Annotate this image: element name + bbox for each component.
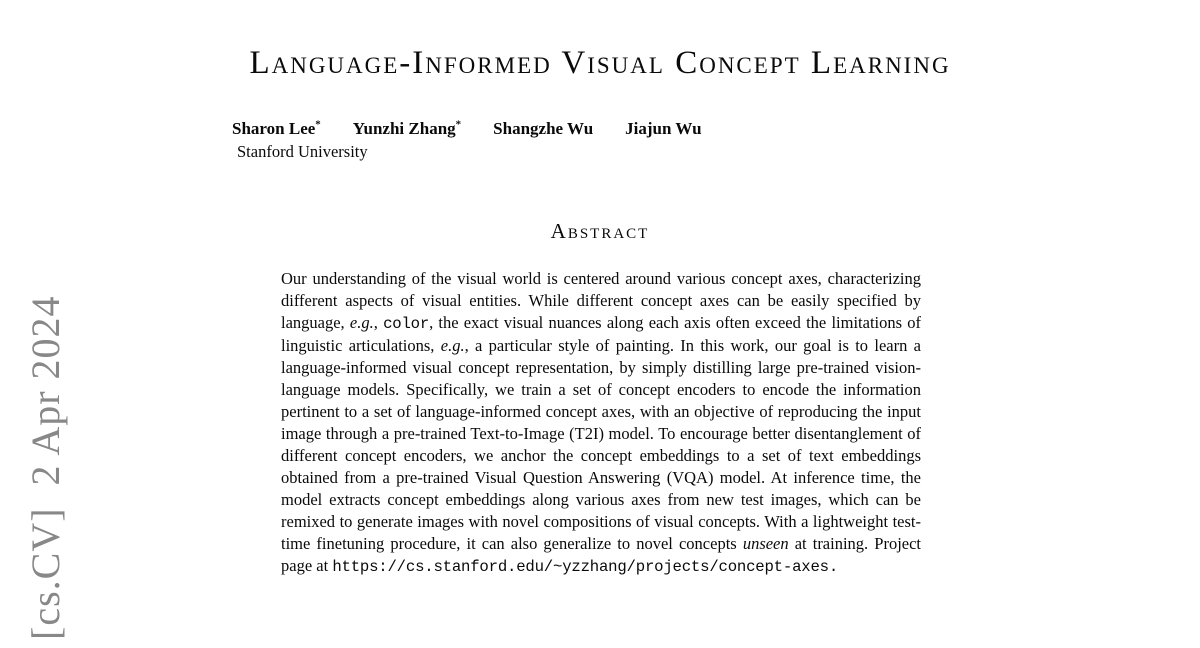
author-name: Jiajun Wu [625, 119, 702, 138]
abstract-segment: color [383, 315, 430, 333]
author-name: Yunzhi Zhang* [352, 118, 462, 138]
equal-contribution-asterisk: * [315, 118, 321, 131]
abstract-segment: , [373, 313, 384, 332]
affiliation: Stanford University [237, 142, 368, 161]
equal-contribution-asterisk: * [455, 118, 462, 131]
author-line [232, 119, 702, 139]
abstract-text [281, 268, 921, 578]
abstract-segment: e.g. [349, 313, 374, 332]
arxiv-watermark: [cs.CV] 2 Apr 2024 [23, 295, 68, 640]
abstract-segment: Our understanding of the visual world is centered around various concept axes, characterizing different aspects of visual entities. While different concept axes can be easily specified by language, [281, 269, 921, 332]
abstract-segment: , a particular style of painting. In this work, our goal is to learn a language-informed visual concept representation, by simply distilling large pre-trained vision-language models. Specifically, we train a set of concept encoders to encode the information pertinent to a set of language-informed concept axes, with an objective of reproducing the input image through a pre-trained Text-to-Image (T2I) model. To encourage better disentanglement of different concept encoders, we anchor the concept embeddings to a set of text embeddings obtained from a pre-trained Visual Question Answering (VQA) model. At inference time, the model extracts concept embeddings along various axes from new test images, which can be remixed to generate images with novel compositions of visual concepts. With a lightweight test-time finetuning procedure, it can also generalize to novel concepts [281, 336, 921, 553]
author-name: Shangzhe Wu [493, 119, 594, 138]
abstract-segment: unseen [742, 534, 789, 553]
abstract-segment: at training. Project page at [281, 534, 922, 575]
abstract-segment: e.g. [440, 336, 465, 355]
paper-title: Language-Informed Visual Concept Learning [249, 45, 951, 81]
project-page-url[interactable]: https://cs.stanford.edu/~yzzhang/projects/concept-axes. [332, 558, 839, 576]
abstract-segment: , the exact visual nuances along each axis often exceed the limitations of linguistic articulations, [281, 313, 921, 355]
abstract-heading: Abstract [550, 219, 650, 243]
author-name: Sharon Lee* [232, 118, 321, 138]
